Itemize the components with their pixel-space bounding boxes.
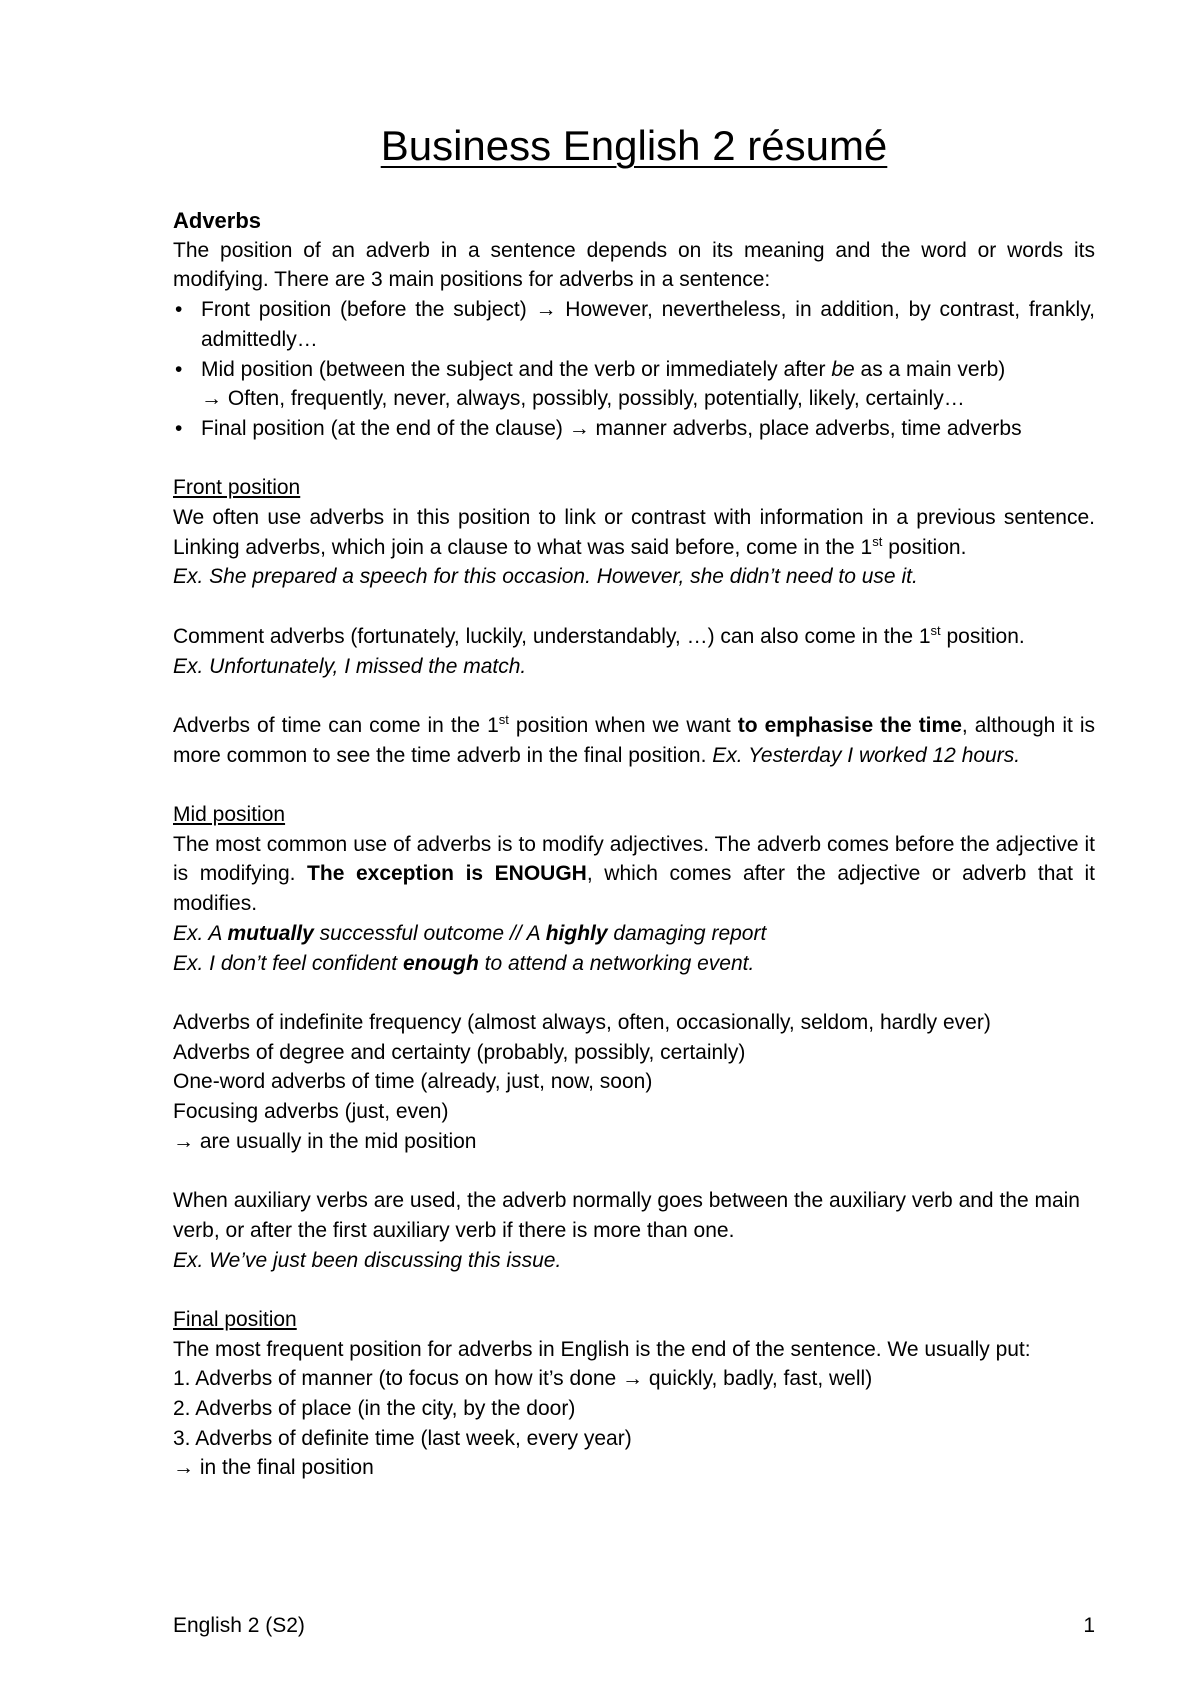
bullet-text: Front position (before the subject) xyxy=(201,298,536,322)
final-item-3: 3. Adverbs of definite time (last week, every year) xyxy=(173,1426,632,1450)
arrow-right-icon: → xyxy=(535,298,557,322)
list-item xyxy=(173,414,1095,444)
list-item xyxy=(173,355,1095,414)
bullet-emphasis: be xyxy=(831,357,855,381)
mid-example-3: Ex. We’ve just been discussing this issue. xyxy=(173,1248,562,1272)
mid-position-heading: Mid position xyxy=(173,803,286,826)
front-paragraph-2: Comment adverbs (fortunately, luckily, understandably, …) can also come in the 1st position. xyxy=(173,622,1025,648)
final-item-1: 1. Adverbs of manner (to focus on how it’s done → quickly, badly, fast, well) xyxy=(173,1367,873,1391)
final-arrow-line: → in the final position xyxy=(173,1456,374,1480)
mid-line-2: Adverbs of degree and certainty (probably, possibly, certainly) xyxy=(173,1040,746,1064)
arrow-right-icon: → xyxy=(568,416,590,440)
superscript: st xyxy=(930,622,941,638)
superscript: st xyxy=(498,711,509,727)
arrow-right-icon: → xyxy=(622,1367,644,1391)
front-paragraph-3: Adverbs of time can come in the 1st position when we want to emphasise the time, although it is more common to see the time adverb in the final position. Ex. Yesterday I worked 12 hours. xyxy=(173,711,1095,767)
mid-line-4: Focusing adverbs (just, even) xyxy=(173,1100,449,1124)
final-item-2: 2. Adverbs of place (in the city, by the door) xyxy=(173,1397,576,1421)
adverbs-intro: The position of an adverb in a sentence depends on its meaning and the word or words its modifying. There are 3 main positions for adverbs in a sentence: xyxy=(173,238,1095,292)
arrow-right-icon: → xyxy=(173,1129,194,1153)
mid-arrow-line: → are usually in the mid position xyxy=(173,1129,477,1153)
front-example-2: Ex. Unfortunately, I missed the match. xyxy=(173,654,527,678)
bullet-icon: • xyxy=(175,298,183,322)
arrow-right-icon: → xyxy=(201,387,222,411)
page-title: Business English 2 résumé xyxy=(380,122,888,169)
footer-course-label: English 2 (S2) xyxy=(173,1614,305,1637)
bullet-text-after: Often, frequently, never, always, possibly, possibly, potentially, likely, certainly… xyxy=(222,387,965,411)
mid-auxiliary-paragraph: When auxiliary verbs are used, the adverb normally goes between the auxiliary verb and the main verb, or after the first auxiliary verb if there is more than one. xyxy=(173,1189,1080,1242)
document-body xyxy=(173,206,1095,1483)
mid-example-2: Ex. I don’t feel confident enough to attend a networking event. xyxy=(173,951,755,975)
mid-line-3: One-word adverbs of time (already, just, now, soon) xyxy=(173,1070,653,1094)
mid-line-1: Adverbs of indefinite frequency (almost always, often, occasionally, seldom, hardly ever) xyxy=(173,1010,991,1034)
list-item xyxy=(173,295,1095,354)
front-example-1: Ex. She prepared a speech for this occasion. However, she didn’t need to use it. xyxy=(173,565,918,589)
front-paragraph-1: We often use adverbs in this position to link or contrast with information in a previous sentence. Linking adverbs, which join a clause to what was said before, come in the 1st position. xyxy=(173,506,1095,559)
bullet-text: Mid position (between the subject and the verb or immediately after xyxy=(201,357,832,381)
front-position-heading: Front position xyxy=(173,476,301,500)
page-number: 1 xyxy=(1083,1614,1095,1637)
arrow-right-icon: → xyxy=(173,1456,194,1480)
bullet-text: Final position (at the end of the clause) xyxy=(201,416,569,440)
bullet-text-after: manner adverbs, place adverbs, time adverbs xyxy=(589,416,1022,440)
final-intro: The most frequent position for adverbs in English is the end of the sentence. We usually put: xyxy=(173,1337,1031,1361)
bullet-text-2: as a main verb) xyxy=(854,357,1006,381)
final-position-heading: Final position xyxy=(173,1307,297,1331)
bullet-text-after: However, nevertheless, in addition, by contrast, frankly, admittedly… xyxy=(201,298,1095,351)
bullet-icon: • xyxy=(175,357,183,381)
bullet-icon: • xyxy=(175,416,183,440)
mid-paragraph-1: The most common use of adverbs is to modify adjectives. The adverb comes before the adjective it is modifying. The exception is ENOUGH, which comes after the adjective or adverb that it modifies. xyxy=(173,832,1095,916)
superscript: st xyxy=(872,533,883,549)
adverbs-heading: Adverbs xyxy=(173,208,262,233)
adverb-positions-list xyxy=(173,295,1095,444)
mid-example-1: Ex. A mutually successful outcome // A highly damaging report xyxy=(173,921,767,945)
